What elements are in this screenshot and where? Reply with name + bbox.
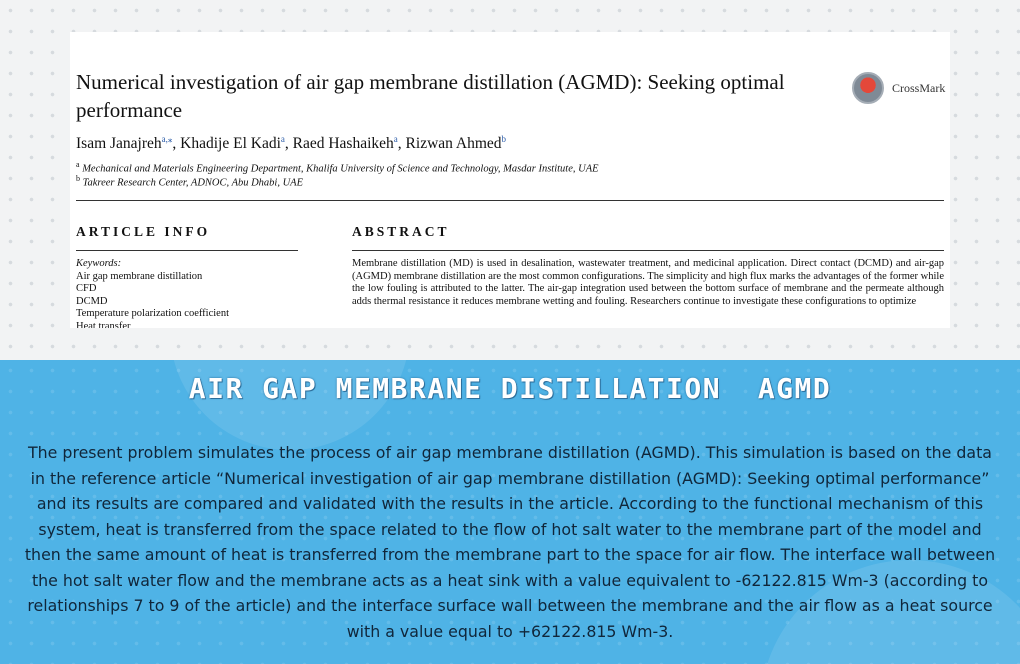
author-list: Isam Janajreh$^{a,⁎}$, Khadije El Kadi$^a$, Raed Hashaikeh$^a$, Rizwan Ahmed$^b$	[76, 134, 507, 153]
author-name: Isam Janajreh	[76, 135, 162, 153]
abstract-divider	[352, 250, 944, 251]
affiliation-a: $^a$ Mechanical and Materials Engineering Department, Khalifa University of Science and Technology, Masdar Institute, UAE	[76, 160, 599, 175]
author-name: Rizwan Ahmed	[405, 135, 502, 153]
crossmark-icon	[852, 72, 884, 104]
blue-info-banner	[0, 360, 1020, 664]
keywords-label: Keywords:	[76, 258, 122, 269]
affiliation-b: $^b$ Takreer Research Center, ADNOC, Abu Dhabi, UAE	[76, 174, 304, 189]
author-affil-marker[interactable]: a	[280, 134, 285, 144]
abstract-text: Membrane distillation (MD) is used in desalination, wastewater treatment, and medicinal application. Direct contact (DCMD) and air-gap (AGMD) membrane distillation are the most common configurations. The simplicity and high flux marks the advantages of the former while the low fouling is attributed to the latter. The air-gap integration used between the bottom surface of membrane and the permeate although adds thermal resistance it reduces membrane wetting and fouling. Researchers continue to investigate these configurations to optimize	[352, 258, 944, 307]
crossmark-badge[interactable]	[852, 72, 950, 108]
keyword-item: Air gap membrane distillation	[76, 270, 203, 282]
banner-title: AIR GAP MEMBRANE DISTILLATION AGMD	[188, 372, 832, 405]
keyword-item: Temperature polarization coefficient	[76, 308, 229, 320]
paper-snapshot	[70, 32, 950, 328]
author-affil-marker[interactable]: b	[501, 134, 507, 144]
article-info-heading: ARTICLE INFO	[76, 224, 211, 239]
author-name: Raed Hashaikeh	[292, 135, 394, 153]
crossmark-label: CrossMark	[892, 81, 946, 95]
author-affil-marker[interactable]: a	[393, 134, 398, 144]
author-name: Khadije El Kadi	[180, 135, 281, 153]
keywords-block	[76, 258, 306, 328]
keyword-item: Heat transfer	[76, 320, 131, 328]
keyword-item: CFD	[76, 283, 97, 295]
article-info-divider	[76, 250, 298, 251]
paper-title: Numerical investigation of air gap membrane distillation (AGMD): Seeking optimal performance	[76, 70, 785, 122]
abstract-heading: ABSTRACT	[352, 224, 450, 239]
banner-description: The present problem simulates the process of air gap membrane distillation (AGMD). This simulation is based on the data in the reference article “Numerical investigation of air gap membrane distillation (AGMD): Seeking optimal performance” and its results are compared and validated with the results in the article. According to the functional mechanism of this system, heat is transferred from the space related to the flow of hot salt water to the membrane part of the model and then the same amount of heat is transferred from the membrane part to the space for air flow. The interface wall between the hot salt water flow and the membrane acts as a heat sink with a value equivalent to -62122.815 Wm-3 (according to relationships 7 to 9 of the article) and the interface surface wall between the membrane and the air flow as a heat source with a value equal to +62122.815 Wm-3.	[24, 443, 996, 641]
keyword-item: DCMD	[76, 295, 108, 307]
author-affil-marker[interactable]: a,⁎	[161, 134, 173, 144]
header-divider	[76, 200, 944, 201]
